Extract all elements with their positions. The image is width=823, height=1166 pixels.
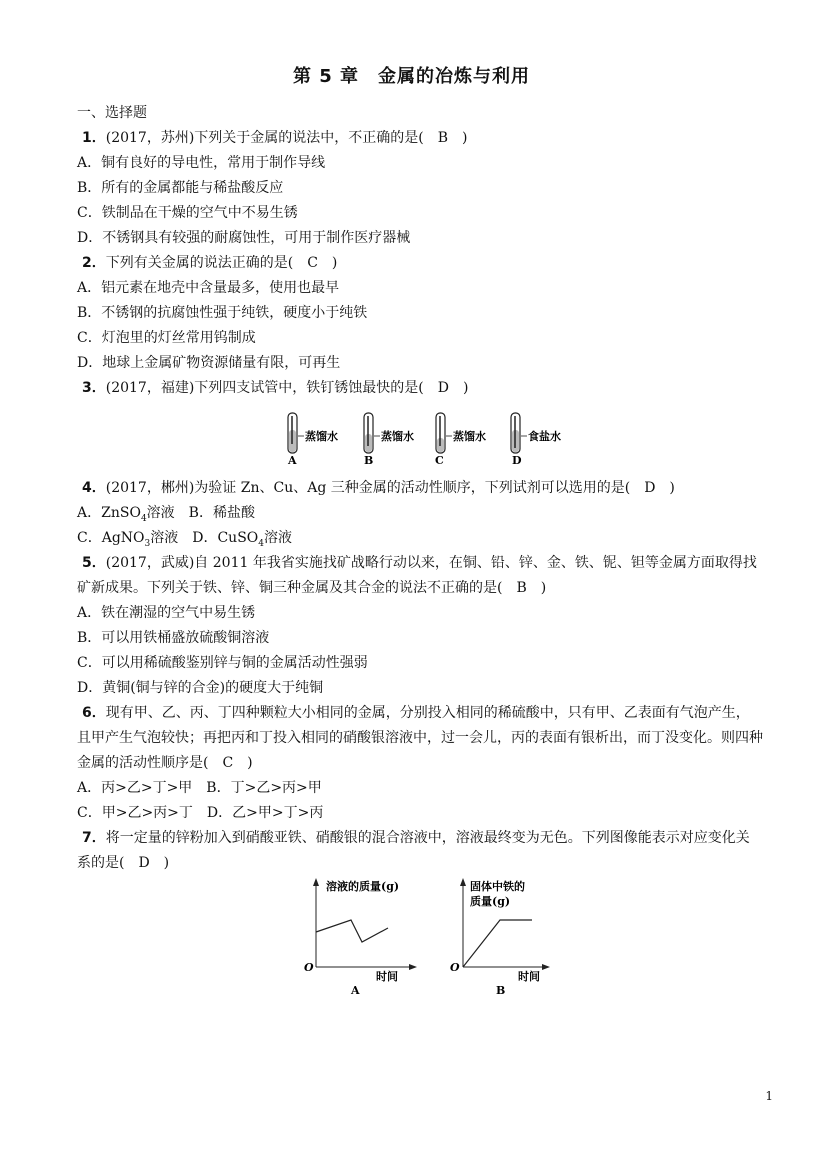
- question-number: 1．: [82, 130, 106, 146]
- option: B．不锈钢的抗腐蚀性强于纯铁，硬度小于纯铁: [77, 305, 368, 321]
- option-d: 溶液 D．CuSO: [150, 530, 259, 546]
- option-c: C．AgNO: [77, 530, 145, 546]
- question-number: 6．: [82, 705, 106, 721]
- graphs-figure: [296, 872, 556, 1002]
- subscript: 4: [140, 513, 147, 524]
- tube-liquid-label: 蒸馏水: [453, 430, 486, 443]
- option: A．铁在潮湿的空气中易生锈: [77, 605, 256, 621]
- question-text: (2017，武威)自 2011 年我省实施找矿战略行动以来，在铜、铅、锌、金、铁、铌、钽等金属方面取得找: [105, 555, 757, 571]
- tube-liquid-label: 蒸馏水: [305, 430, 338, 443]
- test-tube-c: [435, 413, 486, 467]
- question-text-cont: 且甲产生气泡较快；再把丙和丁投入相同的硝酸银溶液中，过一会儿，丙的表面有银析出，而丁没变化。则四种: [77, 730, 763, 746]
- option-line: [77, 504, 255, 528]
- option: D．地球上金属矿物资源储量有限，可再生: [77, 355, 341, 371]
- question-text: (2017，福建)下列四支试管中，铁钉锈蚀最快的是( D ): [105, 380, 469, 396]
- question-text: (2017，苏州)下列关于金属的说法中，不正确的是( B ): [105, 130, 468, 146]
- subscript: 3: [144, 538, 151, 549]
- graph-b-letter: B: [496, 984, 506, 997]
- question-3: [82, 379, 468, 397]
- option-a: A．ZnSO: [77, 505, 141, 521]
- option: A．铜有良好的导电性，常用于制作导线: [77, 155, 326, 171]
- question-number: 4．: [82, 480, 106, 496]
- tube-liquid-label: 蒸馏水: [381, 430, 414, 443]
- graph-b: [450, 878, 550, 997]
- question-number: 2．: [82, 255, 106, 271]
- section-heading: 一、选择题: [77, 105, 147, 121]
- question-text-cont: 矿新成果。下列关于铁、锌、铜三种金属及其合金的说法不正确的是( B ): [77, 580, 547, 596]
- question-5: [82, 554, 757, 572]
- option: B．所有的金属都能与稀盐酸反应: [77, 180, 284, 196]
- option: B．可以用铁桶盛放硫酸铜溶液: [77, 630, 270, 646]
- option: C．可以用稀硫酸鉴别锌与铜的金属活动性强弱: [77, 655, 368, 671]
- option: D．黄铜(铜与锌的合金)的硬度大于纯铜: [77, 680, 324, 696]
- option-d-tail: 溶液: [264, 530, 293, 546]
- subscript: 4: [258, 538, 265, 549]
- question-text-cont: 系的是( D ): [77, 855, 170, 871]
- question-text: 现有甲、乙、丙、丁四种颗粒大小相同的金属，分别投入相同的稀硫酸中，只有甲、乙表面有气泡产生，: [105, 705, 750, 721]
- question-2: [82, 254, 337, 272]
- graph-a-origin: O: [304, 961, 314, 974]
- question-number: 7．: [82, 830, 106, 846]
- graph-a-ylabel: 溶液的质量(g): [326, 880, 400, 893]
- option: A．丙>乙>丁>甲 B．丁>乙>丙>甲: [77, 780, 322, 796]
- question-number: 5．: [82, 555, 106, 571]
- option: C．铁制品在干燥的空气中不易生锈: [77, 205, 298, 221]
- page-title: 第 5 章 金属的冶炼与利用: [292, 66, 531, 87]
- graph-a: [304, 878, 417, 997]
- tube-letter: D: [512, 454, 522, 467]
- option: A．铝元素在地壳中含量最多，使用也最早: [77, 280, 340, 296]
- graph-b-ylabel-1: 固体中铁的: [470, 880, 525, 893]
- test-tube-d: [511, 413, 561, 467]
- test-tube-a: [287, 413, 338, 467]
- page-number: 1: [765, 1089, 773, 1103]
- tube-letter: C: [435, 454, 444, 467]
- test-tube-b: [364, 413, 414, 467]
- option: D．不锈钢具有较强的耐腐蚀性，可用于制作医疗器械: [77, 230, 411, 246]
- question-text: (2017，郴州)为验证 Zn、Cu、Ag 三种金属的活动性顺序，下列试剂可以选用的是( D ): [105, 480, 675, 496]
- graph-b-ylabel-2: 质量(g): [470, 895, 511, 908]
- question-1: [82, 129, 468, 147]
- option: C．甲>乙>丙>丁 D．乙>甲>丁>丙: [77, 805, 324, 821]
- question-4: [82, 479, 675, 497]
- tube-letter: B: [364, 454, 374, 467]
- graph-b-xlabel: 时间: [518, 970, 540, 983]
- tube-letter: A: [288, 454, 297, 467]
- option-line: [77, 529, 292, 553]
- question-number: 3．: [82, 380, 106, 396]
- question-7: [82, 829, 750, 847]
- question-6: [82, 704, 750, 722]
- question-text: 将一定量的锌粉加入到硝酸亚铁、硝酸银的混合溶液中，溶液最终变为无色。下列图像能表示对应变化关: [105, 830, 750, 846]
- question-text: 下列有关金属的说法正确的是( C ): [105, 255, 338, 271]
- graph-a-xlabel: 时间: [376, 970, 398, 983]
- tube-liquid-label: 食盐水: [528, 430, 561, 443]
- graph-b-origin: O: [450, 961, 460, 974]
- question-text-cont: 金属的活动性顺序是( C ): [77, 755, 253, 771]
- graph-a-letter: A: [351, 984, 360, 997]
- test-tubes-figure: [280, 408, 580, 468]
- option-b: 溶液 B．稀盐酸: [146, 505, 255, 521]
- option: C．灯泡里的灯丝常用钨制成: [77, 330, 256, 346]
